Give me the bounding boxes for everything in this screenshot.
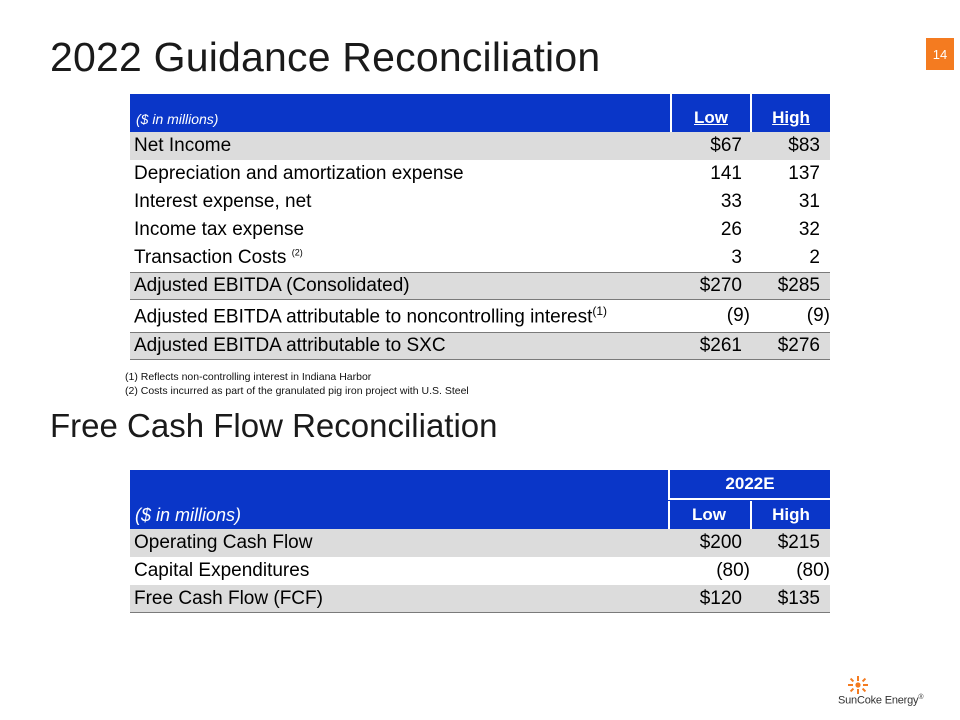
table-row xyxy=(130,160,830,188)
row-low: 3 xyxy=(731,247,742,268)
footnote: (1) Reflects non-controlling interest in Indiana Harbor xyxy=(125,371,372,383)
table-row xyxy=(130,244,830,272)
page-title: 2022 Guidance Reconciliation xyxy=(50,34,601,80)
section-title: Free Cash Flow Reconciliation xyxy=(50,407,498,444)
brand-name xyxy=(838,694,923,707)
fcf-col-low: Low xyxy=(668,501,748,529)
row-high: 31 xyxy=(798,191,820,212)
row-low: 26 xyxy=(720,219,742,240)
suncoke-logo xyxy=(838,676,938,712)
row-label-text: Adjusted EBITDA attributable to noncontrolling interest xyxy=(134,306,593,328)
table-row xyxy=(130,557,830,585)
row-low: (9) xyxy=(726,305,750,326)
guidance-col-high: High xyxy=(750,94,830,132)
row-high: $135 xyxy=(777,587,820,609)
row-high: 32 xyxy=(798,219,820,240)
footnote-ref: (1) xyxy=(592,303,608,318)
fcf-period-header: 2022E xyxy=(668,470,830,500)
row-low: (80) xyxy=(716,560,750,581)
row-low: 33 xyxy=(720,191,742,212)
row-label: Capital Expenditures xyxy=(134,560,310,581)
row-low: $67 xyxy=(710,135,742,156)
row-label: Free Cash Flow (FCF) xyxy=(134,587,323,609)
row-low: $270 xyxy=(699,275,742,296)
row-high: (9) xyxy=(806,305,830,326)
row-high: $285 xyxy=(777,275,820,296)
row-high: 137 xyxy=(788,163,820,184)
row-high: 2 xyxy=(809,247,820,268)
row-low: $120 xyxy=(699,587,742,609)
page-number-badge: 14 xyxy=(926,38,954,70)
guidance-col-low: Low xyxy=(670,94,750,132)
brand-name-text: SunCoke Energy xyxy=(838,694,919,707)
row-high: (80) xyxy=(796,560,830,581)
row-high: $83 xyxy=(788,135,820,156)
row-label: Net Income xyxy=(134,135,232,156)
guidance-unit-label: ($ in millions) xyxy=(136,111,219,127)
table-row xyxy=(130,585,830,613)
table-row xyxy=(130,188,830,216)
sunburst-icon xyxy=(848,676,868,694)
row-label xyxy=(130,247,670,269)
table-row xyxy=(130,332,830,360)
footnote-ref: (2) xyxy=(291,247,303,258)
row-label xyxy=(130,304,670,328)
table-row xyxy=(130,529,830,557)
row-low: 141 xyxy=(710,163,742,184)
fcf-table xyxy=(130,470,830,613)
row-high: $215 xyxy=(777,532,820,553)
table-row xyxy=(130,272,830,300)
fcf-col-high: High xyxy=(750,501,830,529)
guidance-table-header xyxy=(130,94,830,132)
footnotes xyxy=(125,370,469,398)
row-label: Income tax expense xyxy=(134,219,305,240)
trademark-mark: ® xyxy=(918,694,924,701)
row-label: Depreciation and amortization expense xyxy=(134,163,464,184)
row-high: $276 xyxy=(777,335,820,356)
fcf-unit-label: ($ in millions) xyxy=(135,505,242,525)
row-label: Interest expense, net xyxy=(134,191,312,212)
guidance-table xyxy=(130,94,830,360)
table-row xyxy=(130,216,830,244)
table-row xyxy=(130,132,830,160)
fcf-table-header xyxy=(130,470,830,529)
row-label-text: Transaction Costs xyxy=(134,247,287,268)
footnote: (2) Costs incurred as part of the granulated pig iron project with U.S. Steel xyxy=(125,385,469,397)
row-low: $261 xyxy=(699,335,742,356)
row-label: Operating Cash Flow xyxy=(134,532,313,553)
row-low: $200 xyxy=(699,532,742,553)
row-label: Adjusted EBITDA attributable to SXC xyxy=(134,335,446,356)
row-label: Adjusted EBITDA (Consolidated) xyxy=(134,275,410,296)
table-row xyxy=(130,300,830,332)
